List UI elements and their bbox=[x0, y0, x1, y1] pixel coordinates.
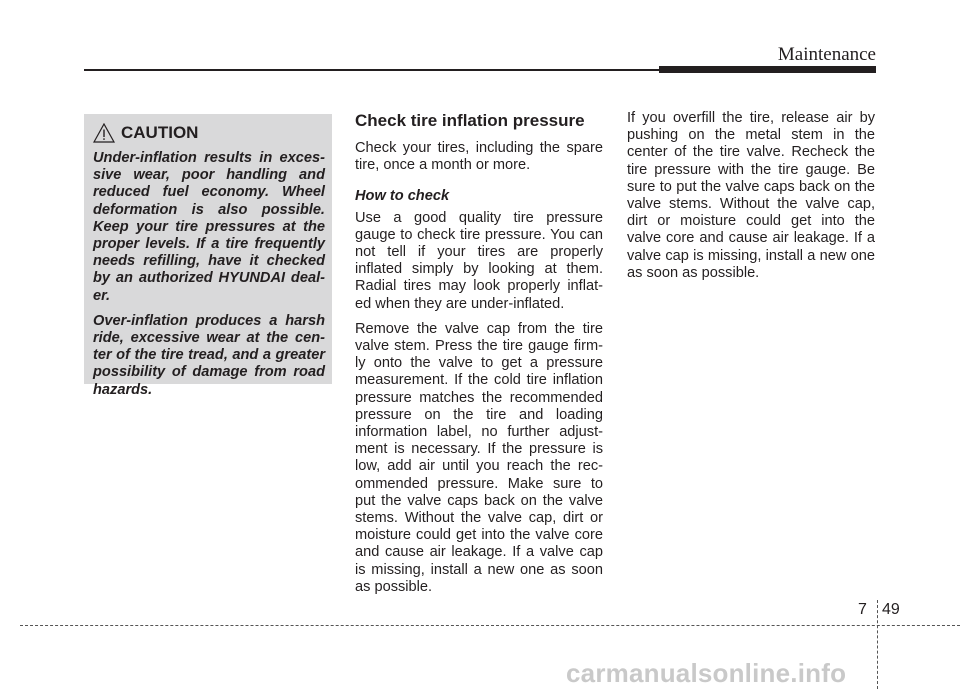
caution-header bbox=[93, 120, 325, 146]
overfill-paragraph: If you overfill the tire, release air by pushing on the metal stem in the center of the tire valve. Recheck the tire pressure with the tire gauge. Be sure to put the valve caps back on the valve stems. Without the valve cap, dirt or moisture could get into the valve core and cause air leakage. If a valve cap is missing, install a new one as soon as possible. bbox=[627, 110, 875, 281]
gauge-paragraph: Use a good quality tire pressure gauge to check tire pressure. You can not tell if your tires are properly inflated simply by looking at them. Radial tires may look properly inflat-ed when they are under-inflated. bbox=[355, 209, 603, 312]
caution-box bbox=[84, 114, 332, 398]
main-heading: Check tire inflation pressure bbox=[355, 111, 585, 130]
header-rule-thin bbox=[84, 69, 659, 71]
middle-column bbox=[355, 110, 603, 604]
chapter-number: 7 bbox=[858, 601, 867, 618]
caution-title: CAUTION bbox=[121, 123, 199, 142]
header-rule-thick bbox=[659, 66, 876, 73]
caution-paragraph-underinflation: Under-inflation results in exces-sive wear, poor handling and reduced fuel economy. Wheel deformation is also possible. Keep your tire pressures at the proper levels. If a tire frequently needs refilling, have it checked by an authorized HYUNDAI deal-er. bbox=[93, 150, 325, 304]
section-title: Maintenance bbox=[777, 44, 876, 65]
footer-rule bbox=[20, 625, 960, 626]
warning-icon bbox=[93, 123, 115, 143]
page-number: 49 bbox=[882, 601, 900, 618]
intro-paragraph: Check your tires, including the spare tire, once a month or more. bbox=[355, 140, 603, 174]
watermark: carmanualsonline.info bbox=[566, 658, 847, 688]
caution-paragraph-overinflation: Over-inflation produces a harsh ride, excessive wear at the cen-ter of the tire tread, and a greater possibility of damage from road hazards. bbox=[93, 312, 325, 398]
right-column bbox=[627, 110, 875, 290]
valve-paragraph: Remove the valve cap from the tire valve stem. Press the tire gauge firm-ly onto the valve to get a pressure measurement. If the cold tire inflation pressure matches the recommended pressure on the tire and loading information label, no further adjust-ment is necessary. If the pressure is low, add air until you reach the rec-ommended pressure. Make sure to put the valve caps back on the valve stems. Without the valve cap, dirt or moisture could get into the valve core and cause air leakage. If a valve cap is missing, install a new one as soon as possible. bbox=[355, 320, 603, 595]
sub-heading: How to check bbox=[355, 188, 450, 205]
footer-divider bbox=[877, 600, 878, 689]
